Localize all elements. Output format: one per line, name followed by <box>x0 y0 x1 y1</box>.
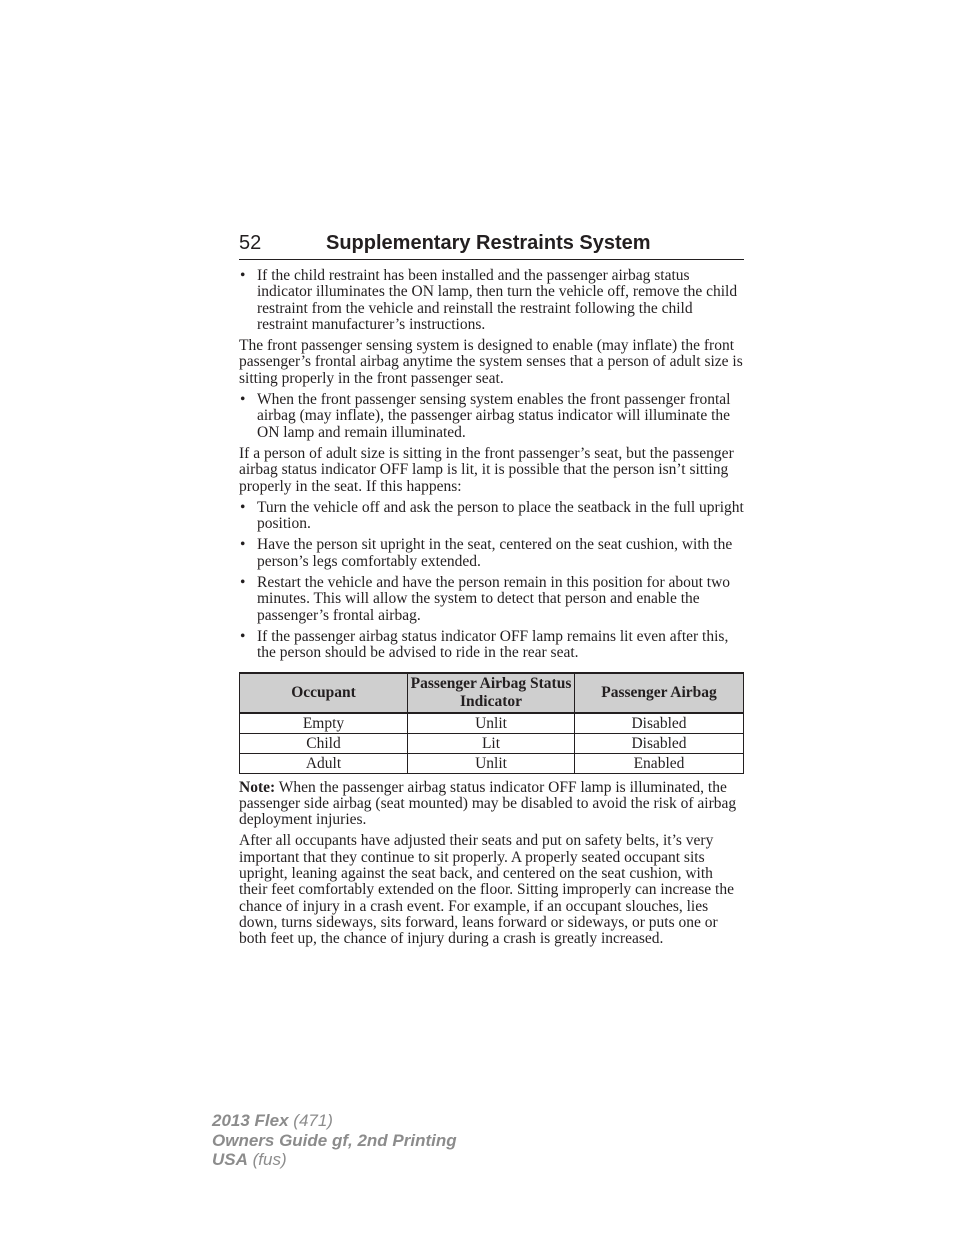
note-text: When the passenger airbag status indicator OFF lamp is illuminated, the passenger side airbag (seat mounted) may be disabled to avoid the risk of airbag deployment injuries. <box>239 778 737 829</box>
table-cell: Disabled <box>575 713 744 734</box>
footer-model-code: (471) <box>288 1111 333 1130</box>
footer-line <box>212 1111 457 1131</box>
bullet-icon: • <box>240 267 246 284</box>
document-footer <box>212 1111 457 1170</box>
paragraph: After all occupants have adjusted their seats and put on safety belts, it’s very important that they continue to sit properly. A properly seated occupant sits upright, leaning against the seat back, and centered on the seat cushion, with their feet comfortably extended on the floor. Sitting improperly can increase the chance of injury in a crash event. For example, if an occupant slouches, lies down, turns sideways, sits forward, leans forward or sideways, or puts one or both feet up, the chance of injury during a crash is greatly increased. <box>239 832 734 948</box>
bullet-item <box>239 575 744 624</box>
table-cell: Empty <box>240 713 408 734</box>
page-content <box>239 268 744 953</box>
bullet-icon: • <box>240 391 246 409</box>
occupant-airbag-table <box>239 672 744 774</box>
bullet-text: Restart the vehicle and have the person remain in this position for about two minutes. This will allow the system to detect that person and enable the passenger’s frontal airbag. <box>257 574 731 624</box>
bullet-icon: • <box>240 627 246 645</box>
bullet-text: When the front passenger sensing system enables the front passenger frontal airbag (may inflate), the passenger airbag status indicator will illuminate the ON lamp and remain illuminated. <box>257 391 731 441</box>
column-header-passenger-airbag: Passenger Airbag <box>575 673 744 713</box>
paragraph: If a person of adult size is sitting in the front passenger’s seat, but the passenger airbag status indicator OFF lamp is lit, it is possible that the person isn’t sitting properly in the seat. If this happens: <box>239 444 734 495</box>
table-row <box>240 733 744 753</box>
table-cell: Adult <box>240 753 408 773</box>
bullet-text: If the child restraint has been installed and the passenger airbag status indicator illuminates the ON lamp, then turn the vehicle off, remove the child restraint from the vehicle and reinstall the restraint following the child restraint manufacturer’s instructions. <box>257 267 738 333</box>
bullet-item <box>239 537 744 570</box>
footer-line <box>212 1150 457 1170</box>
bullet-icon: • <box>240 574 246 592</box>
footer-model: 2013 Flex <box>212 1111 289 1130</box>
note-label: Note: <box>239 778 276 796</box>
column-header-occupant: Occupant <box>240 673 408 713</box>
section-title: Supplementary Restraints System <box>326 232 651 254</box>
column-header-status-indicator: Passenger Airbag Status Indicator <box>408 673 575 713</box>
table-cell: Disabled <box>575 733 744 753</box>
footer-guide-edition: Owners Guide gf, 2nd Printing <box>212 1130 457 1150</box>
footer-market-code: (fus) <box>247 1150 287 1169</box>
page-number: 52 <box>239 232 262 254</box>
bullet-item <box>239 392 744 441</box>
table-row <box>240 713 744 734</box>
table-cell: Lit <box>408 733 575 753</box>
table-row <box>240 753 744 773</box>
bullet-item <box>239 629 744 662</box>
bullet-item <box>239 268 744 333</box>
table-cell: Child <box>240 733 408 753</box>
bullet-icon: • <box>240 498 246 516</box>
note-paragraph <box>239 780 744 829</box>
table-cell: Unlit <box>408 713 575 734</box>
bullet-text: Have the person sit upright in the seat, centered on the seat cushion, with the person’s legs comfortably extended. <box>257 536 733 570</box>
bullet-text: If the passenger airbag status indicator OFF lamp remains lit even after this, the person should be advised to ride in the rear seat. <box>257 627 729 662</box>
bullet-item <box>239 500 744 533</box>
table-header-row <box>240 673 744 713</box>
bullet-text: Turn the vehicle off and ask the person to place the seatback in the full upright position. <box>257 498 744 533</box>
paragraph: The front passenger sensing system is designed to enable (may inflate) the front passenger’s frontal airbag anytime the system senses that a person of adult size is sitting properly in the front passenger seat. <box>239 337 743 387</box>
footer-market: USA <box>212 1150 248 1169</box>
table-cell: Unlit <box>408 753 575 773</box>
page-header <box>239 228 744 260</box>
table-cell: Enabled <box>575 753 744 773</box>
bullet-icon: • <box>240 536 246 554</box>
